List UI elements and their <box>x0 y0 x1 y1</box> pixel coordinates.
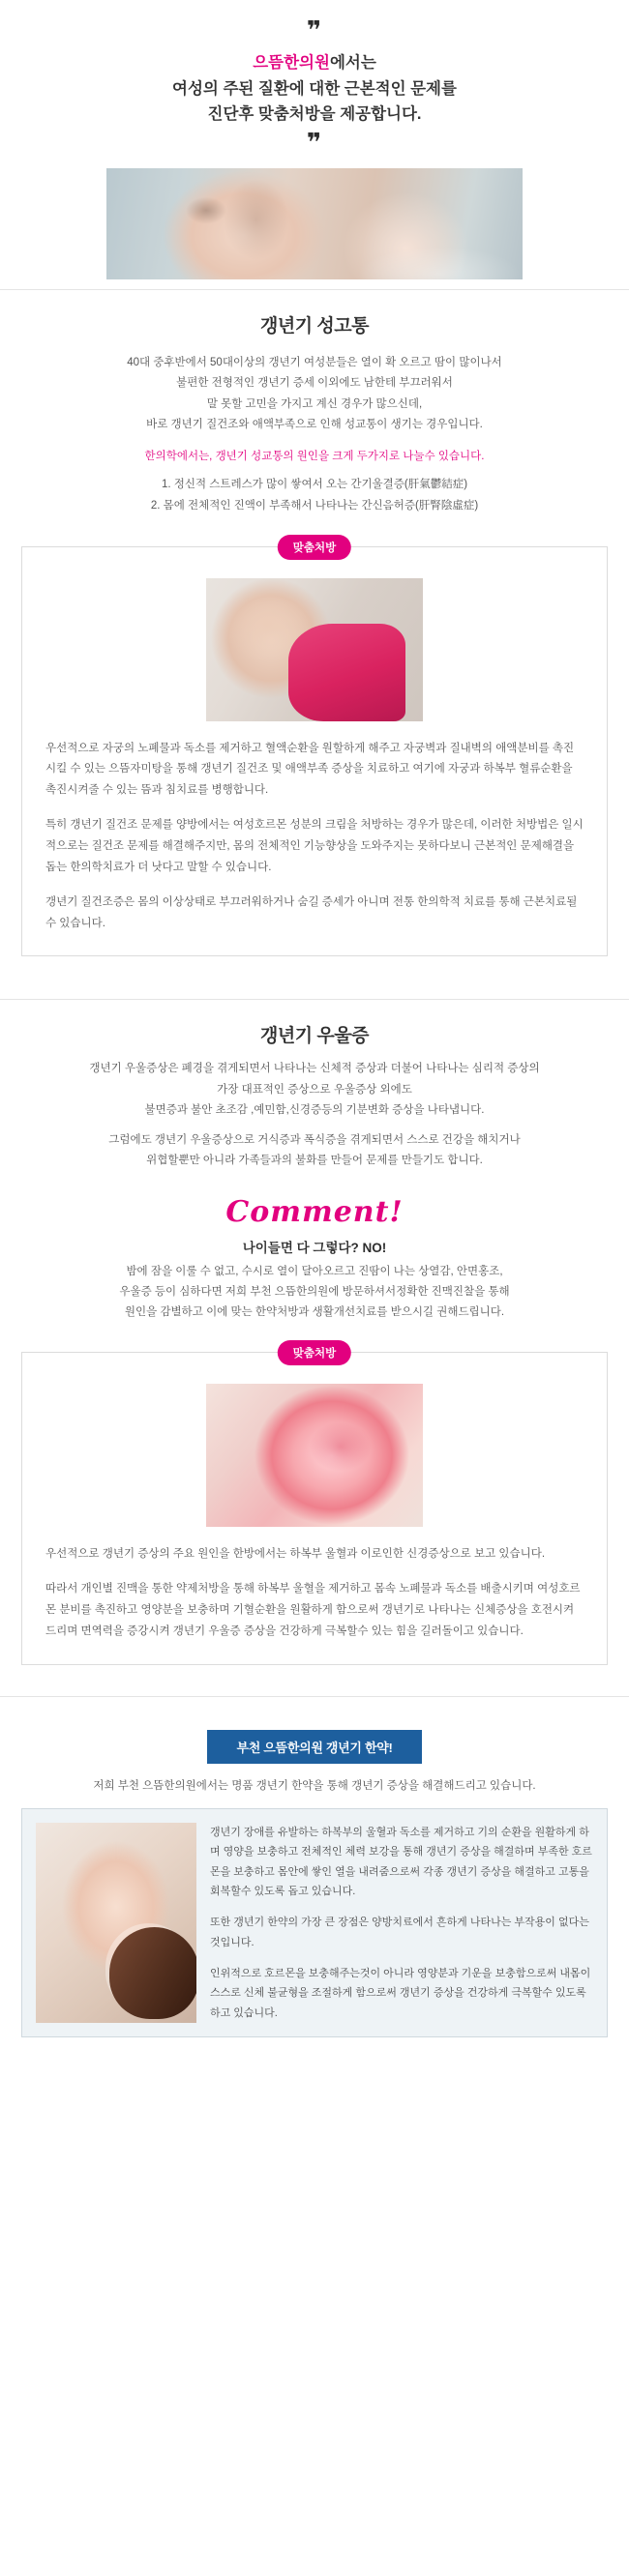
section3-panel <box>21 1808 608 2037</box>
paragraph: 또한 갱년기 한약의 가장 큰 장점은 양방치료에서 흔하게 나타나는 부작용이 없다는것입니다. <box>210 1917 589 1948</box>
section2-intro-line3: 불면증과 불안 초조감 ,예민함,신경증등의 기분변화 증상을 나타냅니다. <box>144 1103 485 1116</box>
quote-open-icon: ❞ <box>306 15 323 44</box>
section1-prescription-box <box>21 542 608 957</box>
paragraph: 우선적으로 갱년기 증상의 주요 원인을 한방에서는 하복부 울혈과 이로인한 신경증상으로 보고 있습니다. <box>45 1548 546 1561</box>
section2-prescription-box <box>21 1348 608 1664</box>
comment-body-line1: 밤에 잠을 이룰 수 없고, 수시로 열이 달아오르고 진땀이 나는 상열감, 안면홍조, <box>126 1265 503 1277</box>
paragraph: 우선적으로 자궁의 노폐물과 독소를 제거하고 혈액순환을 원할하게 해주고 자궁벽과 질내벽의 애액분비를 촉진시킬 수 있는 으뜸자미탕을 통해 갱년기 질건조 및 애액부족 증상을 치료하고 여기에 자궁과 하복부 혈류순환을 촉진시켜줄 수 있는 뜸과 침치료를 병행합니다. <box>45 742 575 797</box>
comment-body-line3: 원인을 감별하고 이에 맞는 한약처방과 생활개선치료를 받으시길 권해드립니다. <box>124 1306 505 1319</box>
section1-intro-line3: 말 못할 고민을 가지고 계신 경우가 많으신데, <box>206 397 423 410</box>
list-item: 2. 몸에 전체적인 진액이 부족해서 나타나는 간신음허증(肝腎陰虛症) <box>150 499 479 512</box>
section2-intro-line1: 갱년기 우울증상은 폐경을 겪게되면서 나타나는 신체적 증상과 더불어 나타나는 심리적 증상의 <box>89 1063 540 1075</box>
section1-box-image <box>206 578 423 721</box>
spacer <box>0 1665 629 1686</box>
section1-box-copy <box>45 739 584 935</box>
section1-cause-list <box>0 467 629 517</box>
hero-image <box>106 168 523 279</box>
section2-intro-line2: 가장 대표적인 증상으로 우울증상 외에도 <box>217 1083 412 1096</box>
paragraph: 특히 갱년기 질건조 문제를 양방에서는 여성호르몬 성분의 크림을 처방하는 경우가 많은데, 이러한 처방법은 일시적으로는 질건조 문제를 해결해주지만, 몸의 전체적인 기능향상을 도와주지는 못하다보니 근본적인 문제해결을 돕는 한의학치료가 더 낫다고 말할 수 있습니다. <box>45 819 584 873</box>
section3-copy <box>210 1823 593 2023</box>
hero-headline-line3: 진단후 맞춤처방을 제공합니다. <box>207 105 422 124</box>
section1-pink-lead: 한의학에서는, 갱년기 성교통의 원인을 크게 두가지로 나눌수 있습니다. <box>144 451 485 463</box>
comment-script-heading: Comment! <box>225 1194 404 1229</box>
section2-intro2-line2: 위협할뿐만 아니라 가족들과의 불화를 만들어 문제를 만들기도 합니다. <box>146 1155 483 1167</box>
section2-title: 갱년기 우울증 <box>260 1026 369 1047</box>
section3-subtitle: 저희 부천 으뜸한의원에서는 명품 갱년기 한약을 통해 갱년기 증상을 해결해드리고 있습니다. <box>93 1779 536 1792</box>
section2-box-image <box>206 1384 423 1527</box>
clinic-name: 으뜸한의원 <box>253 54 330 72</box>
paragraph: 따라서 개인별 진맥을 통한 약제처방을 통해 하복부 울혈을 제거하고 몸속 노폐물과 독소를 배출시키며 여성호르몬 분비를 촉진하고 영양분을 보충하며 기혈순환을 원활하게 함으로써 갱년기로 나타나는 신체증상을 호전시켜 드리며 면역력을 증강시켜 갱년기 우울증 증상을 건강하게 극복할수 있는 힘을 길러돌이고 있습니다. <box>45 1583 581 1637</box>
section3-image <box>36 1823 196 2023</box>
section1-box-image-graphic <box>206 578 423 721</box>
quote-close-icon: ❞ <box>306 128 323 158</box>
section2-box-image-graphic <box>206 1384 423 1527</box>
section2-intro2-line1: 그럼에도 갱년기 우울증상으로 거식증과 폭식증을 겪게되면서 스스로 건강을 해치거나 <box>108 1134 521 1147</box>
section1-intro-line2: 불편한 전형적인 갱년기 증세 이외에도 남한테 부끄러워서 <box>176 377 453 390</box>
section1-intro-line4: 바로 갱년기 질건조와 애액부족으로 인해 성교통이 생기는 경우입니다. <box>146 418 483 430</box>
section-depression <box>0 1000 629 1665</box>
hero-headline-suffix: 에서는 <box>329 54 376 72</box>
hero-image-graphic <box>106 168 523 279</box>
hero-section <box>0 0 629 279</box>
section2-box-copy <box>45 1544 584 1642</box>
hero-headline-line1 <box>0 50 629 76</box>
section2-intro2 <box>0 1121 629 1172</box>
list-item: 1. 정신적 스트레스가 많이 쌓여서 오는 간기울결증(肝氣鬱結症) <box>161 478 468 490</box>
paragraph: 갱년기 질건조증은 몸의 이상상태로 부끄러워하거나 숨길 증세가 아니며 전통 한의학적 치료를 통해 근본치료될 수 있습니다. <box>45 895 578 929</box>
section2-intro <box>0 1053 629 1121</box>
section3-pill-wrap <box>0 1697 629 1764</box>
section-herbal-medicine <box>0 1697 629 2037</box>
section1-intro-line1: 40대 중후반에서 50대이상의 갱년기 여성분들은 열이 확 오르고 땀이 많이나서 <box>127 357 502 369</box>
paragraph: 갱년기 장애를 유발하는 하복부의 울혈과 독소를 제거하고 기의 순환을 원활하게 하며 영양을 보충하고 전체적인 체력 보강을 통해 갱년기 증상을 해결하며 부족한 호르몬을 보충하고 몸안에 쌓인 열을 내려줌으로써 각종 갱년기 증상을 해결하고 고통을 회복할수 있도록 돕고 있습니다. <box>210 1826 592 1897</box>
spacer <box>0 956 629 989</box>
comment-subheading: 나이들면 다 그렇다? NO! <box>242 1240 387 1255</box>
section1-title: 갱년기 성고통 <box>260 316 369 337</box>
section-sexual-pain <box>0 290 629 956</box>
section1-intro <box>0 343 629 435</box>
section3-image-graphic <box>36 1823 196 2023</box>
paragraph: 인위적으로 호르몬을 보충해주는것이 아니라 영양분과 기운을 보충함으로써 내몸이 스스로 신체 불균형을 조절하게 함으로써 갱년기 증상을 건강하게 극복할수 있도록 하고 있습니다. <box>210 1967 591 2019</box>
section3-pill-label: 부천 으뜸한의원 갱년기 한약! <box>207 1730 421 1764</box>
section2-badge: 맞춤처방 <box>278 1340 351 1365</box>
hero-headline <box>0 50 629 128</box>
section1-badge: 맞춤처방 <box>278 535 351 560</box>
comment-body <box>0 1256 629 1324</box>
comment-body-line2: 우울증 등이 심하다면 저희 부천 으뜸한의원에 방문하셔서정확한 진맥진찰을 통해 <box>119 1285 510 1298</box>
hero-headline-line2: 여성의 주된 질환에 대한 근본적인 문제를 <box>172 79 457 98</box>
